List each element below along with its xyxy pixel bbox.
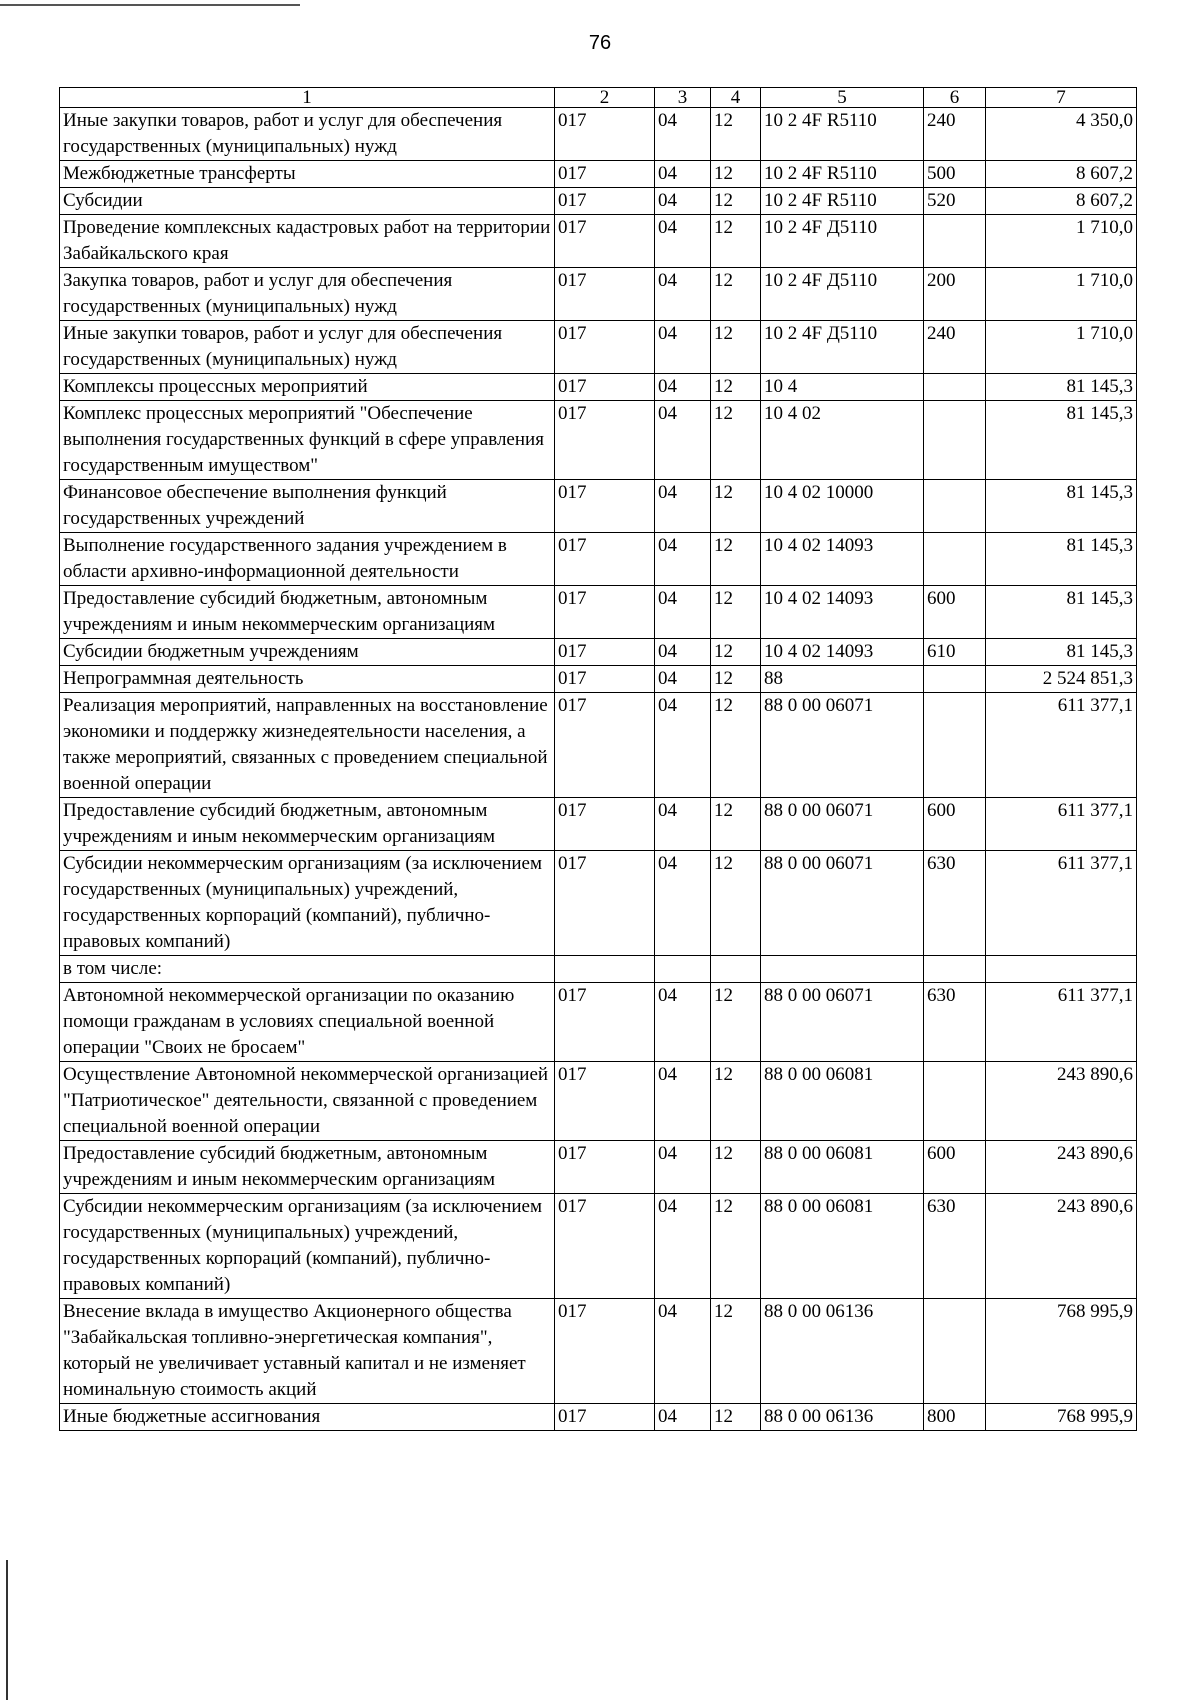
table-header-row [60, 88, 1137, 108]
row-col4-cell: 12 [711, 1194, 761, 1299]
row-col6-cell [924, 1299, 986, 1404]
row-name-cell: Межбюджетные трансферты [60, 161, 555, 188]
row-amount-cell: 81 145,3 [986, 401, 1137, 480]
row-name-cell: Комплекс процессных мероприятий "Обеспечение выполнения государственных функций в сфере управления государственным имуществом" [60, 401, 555, 480]
row-amount-cell: 611 377,1 [986, 851, 1137, 956]
row-col3-cell: 04 [655, 1141, 711, 1194]
row-col4-cell: 12 [711, 586, 761, 639]
row-col6-cell: 630 [924, 983, 986, 1062]
row-name-cell: Субсидии бюджетным учреждениям [60, 639, 555, 666]
row-col2-cell: 017 [555, 851, 655, 956]
row-name-cell: Финансовое обеспечение выполнения функций государственных учреждений [60, 480, 555, 533]
table-row [60, 480, 1137, 533]
row-col2-cell: 017 [555, 215, 655, 268]
table-row [60, 851, 1137, 956]
row-col3-cell: 04 [655, 666, 711, 693]
row-col6-cell: 610 [924, 639, 986, 666]
table-row [60, 666, 1137, 693]
row-col2-cell: 017 [555, 401, 655, 480]
row-col6-cell [924, 693, 986, 798]
row-name-cell: Субсидии некоммерческим организациям (за исключением государственных (муниципальных) учреждений, государственных корпораций (компаний), публично-правовых компаний) [60, 851, 555, 956]
row-col2-cell: 017 [555, 586, 655, 639]
row-col6-cell: 630 [924, 1194, 986, 1299]
row-col3-cell: 04 [655, 586, 711, 639]
row-col4-cell: 12 [711, 215, 761, 268]
table-row [60, 983, 1137, 1062]
row-col4-cell: 12 [711, 480, 761, 533]
row-col5-cell: 88 0 00 06081 [761, 1141, 924, 1194]
table-row [60, 268, 1137, 321]
budget-table [59, 87, 1137, 1431]
row-col5-cell: 10 2 4F Д5110 [761, 268, 924, 321]
row-col2-cell: 017 [555, 321, 655, 374]
row-col3-cell: 04 [655, 533, 711, 586]
table-row [60, 956, 1137, 983]
row-col4-cell: 12 [711, 1299, 761, 1404]
row-col6-cell [924, 215, 986, 268]
row-name-cell: Непрограммная деятельность [60, 666, 555, 693]
row-col6-cell: 600 [924, 586, 986, 639]
row-name-cell: Иные закупки товаров, работ и услуг для обеспечения государственных (муниципальных) нужд [60, 321, 555, 374]
table-row [60, 401, 1137, 480]
row-col3-cell: 04 [655, 480, 711, 533]
row-col3-cell: 04 [655, 693, 711, 798]
row-col2-cell: 017 [555, 1141, 655, 1194]
row-amount-cell [986, 956, 1137, 983]
table-row [60, 586, 1137, 639]
row-col5-cell: 88 0 00 06136 [761, 1404, 924, 1431]
row-col5-cell: 10 2 4F R5110 [761, 161, 924, 188]
row-col2-cell: 017 [555, 374, 655, 401]
row-col2-cell: 017 [555, 693, 655, 798]
row-amount-cell: 243 890,6 [986, 1194, 1137, 1299]
row-amount-cell: 81 145,3 [986, 480, 1137, 533]
row-col5-cell: 10 4 [761, 374, 924, 401]
row-col2-cell: 017 [555, 983, 655, 1062]
row-name-cell: Субсидии [60, 188, 555, 215]
row-amount-cell: 81 145,3 [986, 374, 1137, 401]
row-col3-cell: 04 [655, 268, 711, 321]
header-cell: 5 [761, 88, 924, 108]
row-amount-cell: 1 710,0 [986, 215, 1137, 268]
row-name-cell: Закупка товаров, работ и услуг для обеспечения государственных (муниципальных) нужд [60, 268, 555, 321]
header-cell: 2 [555, 88, 655, 108]
row-col6-cell: 240 [924, 321, 986, 374]
row-col6-cell: 800 [924, 1404, 986, 1431]
row-col6-cell: 500 [924, 161, 986, 188]
row-col4-cell: 12 [711, 666, 761, 693]
table-row [60, 1299, 1137, 1404]
row-col3-cell: 04 [655, 401, 711, 480]
row-col4-cell: 12 [711, 268, 761, 321]
row-col4-cell: 12 [711, 983, 761, 1062]
header-cell: 4 [711, 88, 761, 108]
row-col2-cell: 017 [555, 1299, 655, 1404]
row-amount-cell: 243 890,6 [986, 1141, 1137, 1194]
row-col3-cell: 04 [655, 983, 711, 1062]
row-col2-cell: 017 [555, 666, 655, 693]
row-col2-cell [555, 956, 655, 983]
row-col5-cell: 10 2 4F R5110 [761, 108, 924, 161]
row-col2-cell: 017 [555, 1194, 655, 1299]
row-col5-cell: 10 4 02 14093 [761, 533, 924, 586]
scan-artifact-top [0, 4, 300, 6]
header-cell: 6 [924, 88, 986, 108]
row-col3-cell: 04 [655, 639, 711, 666]
row-col6-cell: 600 [924, 798, 986, 851]
row-col2-cell: 017 [555, 1062, 655, 1141]
row-col4-cell: 12 [711, 639, 761, 666]
row-col2-cell: 017 [555, 639, 655, 666]
row-col6-cell [924, 480, 986, 533]
row-col6-cell [924, 374, 986, 401]
row-col2-cell: 017 [555, 798, 655, 851]
table-row [60, 1062, 1137, 1141]
row-amount-cell: 768 995,9 [986, 1299, 1137, 1404]
row-name-cell: в том числе: [60, 956, 555, 983]
row-name-cell: Иные закупки товаров, работ и услуг для обеспечения государственных (муниципальных) нужд [60, 108, 555, 161]
row-col4-cell: 12 [711, 401, 761, 480]
row-amount-cell: 81 145,3 [986, 586, 1137, 639]
row-name-cell: Комплексы процессных мероприятий [60, 374, 555, 401]
row-col3-cell [655, 956, 711, 983]
row-col4-cell: 12 [711, 188, 761, 215]
row-col5-cell: 10 2 4F R5110 [761, 188, 924, 215]
table-row [60, 321, 1137, 374]
row-col3-cell: 04 [655, 108, 711, 161]
row-col4-cell: 12 [711, 798, 761, 851]
row-amount-cell: 611 377,1 [986, 983, 1137, 1062]
row-col4-cell: 12 [711, 321, 761, 374]
row-col3-cell: 04 [655, 161, 711, 188]
row-col3-cell: 04 [655, 188, 711, 215]
row-col5-cell: 88 0 00 06071 [761, 983, 924, 1062]
row-col5-cell: 10 4 02 14093 [761, 586, 924, 639]
table-row [60, 798, 1137, 851]
row-col4-cell: 12 [711, 533, 761, 586]
row-name-cell: Выполнение государственного задания учреждением в области архивно-информационной деятельности [60, 533, 555, 586]
row-col6-cell [924, 666, 986, 693]
row-col6-cell [924, 956, 986, 983]
row-col5-cell [761, 956, 924, 983]
table-row [60, 693, 1137, 798]
row-col2-cell: 017 [555, 268, 655, 321]
scan-artifact-left [6, 1560, 8, 1700]
table-row [60, 161, 1137, 188]
row-amount-cell: 81 145,3 [986, 533, 1137, 586]
row-col6-cell: 600 [924, 1141, 986, 1194]
row-name-cell: Автономной некоммерческой организации по оказанию помощи гражданам в условиях специальной военной операции "Своих не бросаем" [60, 983, 555, 1062]
row-col5-cell: 88 [761, 666, 924, 693]
row-amount-cell: 8 607,2 [986, 161, 1137, 188]
row-col2-cell: 017 [555, 480, 655, 533]
row-amount-cell: 4 350,0 [986, 108, 1137, 161]
row-name-cell: Проведение комплексных кадастровых работ на территории Забайкальского края [60, 215, 555, 268]
header-cell: 7 [986, 88, 1137, 108]
row-amount-cell: 8 607,2 [986, 188, 1137, 215]
row-col5-cell: 10 2 4F Д5110 [761, 321, 924, 374]
row-col4-cell: 12 [711, 1062, 761, 1141]
header-cell: 3 [655, 88, 711, 108]
row-col5-cell: 88 0 00 06081 [761, 1062, 924, 1141]
row-name-cell: Осуществление Автономной некоммерческой организацией "Патриотическое" деятельности, связанной с проведением специальной военной операции [60, 1062, 555, 1141]
row-name-cell: Внесение вклада в имущество Акционерного общества "Забайкальская топливно-энергетическая компания", который не увеличивает уставный капитал и не изменяет номинальную стоимость акций [60, 1299, 555, 1404]
row-col4-cell: 12 [711, 851, 761, 956]
table-row [60, 1194, 1137, 1299]
table-row [60, 533, 1137, 586]
row-col5-cell: 10 4 02 [761, 401, 924, 480]
row-col5-cell: 10 4 02 10000 [761, 480, 924, 533]
row-col5-cell: 88 0 00 06071 [761, 798, 924, 851]
row-col6-cell: 200 [924, 268, 986, 321]
row-name-cell: Реализация мероприятий, направленных на восстановление экономики и поддержку жизнедеятельности населения, а также мероприятий, связанных с проведением специальной военной операции [60, 693, 555, 798]
row-col3-cell: 04 [655, 798, 711, 851]
page-number: 76 [588, 32, 612, 54]
row-col6-cell: 630 [924, 851, 986, 956]
row-col3-cell: 04 [655, 851, 711, 956]
row-col3-cell: 04 [655, 1404, 711, 1431]
row-amount-cell: 81 145,3 [986, 639, 1137, 666]
row-col3-cell: 04 [655, 321, 711, 374]
row-col3-cell: 04 [655, 374, 711, 401]
row-col3-cell: 04 [655, 1299, 711, 1404]
row-amount-cell: 1 710,0 [986, 268, 1137, 321]
row-col4-cell: 12 [711, 693, 761, 798]
row-col2-cell: 017 [555, 533, 655, 586]
row-amount-cell: 611 377,1 [986, 798, 1137, 851]
row-col5-cell: 10 2 4F Д5110 [761, 215, 924, 268]
table-row [60, 639, 1137, 666]
row-name-cell: Предоставление субсидий бюджетным, автономным учреждениям и иным некоммерческим организациям [60, 1141, 555, 1194]
row-col4-cell [711, 956, 761, 983]
row-col6-cell [924, 533, 986, 586]
row-name-cell: Предоставление субсидий бюджетным, автономным учреждениям и иным некоммерческим организациям [60, 798, 555, 851]
row-amount-cell: 2 524 851,3 [986, 666, 1137, 693]
row-amount-cell: 768 995,9 [986, 1404, 1137, 1431]
row-amount-cell: 611 377,1 [986, 693, 1137, 798]
header-cell: 1 [60, 88, 555, 108]
row-col2-cell: 017 [555, 1404, 655, 1431]
row-col4-cell: 12 [711, 1404, 761, 1431]
row-col4-cell: 12 [711, 108, 761, 161]
row-col6-cell [924, 401, 986, 480]
row-col5-cell: 88 0 00 06136 [761, 1299, 924, 1404]
row-col3-cell: 04 [655, 1062, 711, 1141]
row-col5-cell: 88 0 00 06071 [761, 693, 924, 798]
row-col4-cell: 12 [711, 374, 761, 401]
table-row [60, 188, 1137, 215]
row-col3-cell: 04 [655, 1194, 711, 1299]
row-col2-cell: 017 [555, 161, 655, 188]
row-col2-cell: 017 [555, 188, 655, 215]
row-amount-cell: 243 890,6 [986, 1062, 1137, 1141]
row-col4-cell: 12 [711, 1141, 761, 1194]
row-col6-cell: 520 [924, 188, 986, 215]
row-col3-cell: 04 [655, 215, 711, 268]
row-col2-cell: 017 [555, 108, 655, 161]
table-row [60, 374, 1137, 401]
row-col6-cell: 240 [924, 108, 986, 161]
table-row [60, 215, 1137, 268]
row-amount-cell: 1 710,0 [986, 321, 1137, 374]
row-col6-cell [924, 1062, 986, 1141]
table-row [60, 1141, 1137, 1194]
table-row [60, 108, 1137, 161]
row-name-cell: Предоставление субсидий бюджетным, автономным учреждениям и иным некоммерческим организациям [60, 586, 555, 639]
row-col4-cell: 12 [711, 161, 761, 188]
row-name-cell: Иные бюджетные ассигнования [60, 1404, 555, 1431]
row-col5-cell: 88 0 00 06071 [761, 851, 924, 956]
row-col5-cell: 10 4 02 14093 [761, 639, 924, 666]
row-name-cell: Субсидии некоммерческим организациям (за исключением государственных (муниципальных) учреждений, государственных корпораций (компаний), публично-правовых компаний) [60, 1194, 555, 1299]
row-col5-cell: 88 0 00 06081 [761, 1194, 924, 1299]
table-row [60, 1404, 1137, 1431]
